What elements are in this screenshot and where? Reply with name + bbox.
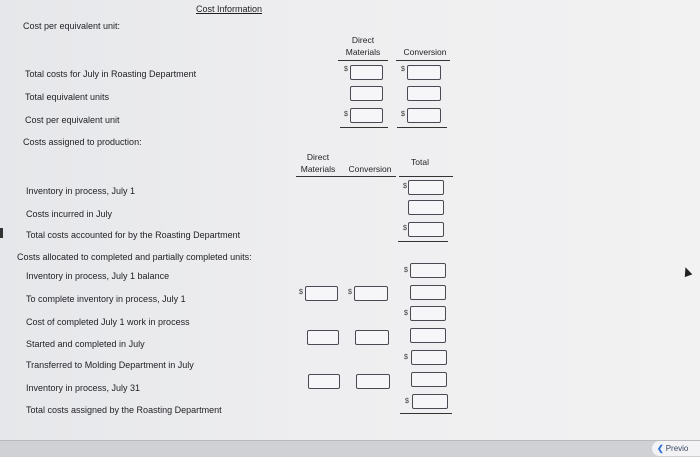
dollar-sign: $: [401, 66, 405, 73]
previous-button[interactable]: [652, 441, 700, 456]
total-cost-completed-input[interactable]: [410, 306, 446, 321]
footer-bar: [0, 440, 700, 457]
header-direct-materials-2: Direct Materials: [300, 152, 336, 174]
header-underline: [296, 176, 396, 177]
conv-inv-july31-input[interactable]: [356, 374, 390, 389]
header-underline: [396, 60, 450, 61]
dollar-sign: $: [403, 183, 407, 190]
dm-inv-july31-input[interactable]: [308, 374, 340, 389]
row-total-assigned: Total costs assigned by the Roasting Department: [26, 405, 222, 415]
dollar-sign: $: [299, 289, 303, 296]
total-accounted-input[interactable]: [408, 222, 444, 237]
double-underline: [400, 413, 452, 414]
row-inventory-july1: Inventory in process, July 1: [26, 186, 136, 196]
row-inv-july31: Inventory in process, July 31: [26, 383, 141, 393]
row-inv-balance: Inventory in process, July 1 balance: [26, 271, 170, 281]
total-assigned-input[interactable]: [412, 394, 448, 409]
row-costs-allocated: Costs allocated to completed and partially completed units:: [17, 252, 252, 262]
header-conversion: Conversion: [403, 47, 447, 57]
header-total: Total: [411, 157, 429, 167]
dm-cost-per-eu-input[interactable]: [350, 108, 383, 123]
double-underline: [398, 241, 448, 242]
row-cost-per-equivalent-unit: Cost per equivalent unit: [25, 115, 120, 125]
header-underline: [399, 176, 453, 177]
row-costs-incurred: Costs incurred in July: [26, 209, 113, 219]
dm-to-complete-input[interactable]: [305, 286, 338, 301]
dollar-sign: $: [344, 111, 348, 118]
dollar-sign: $: [405, 398, 409, 405]
conv-started-completed-input[interactable]: [355, 330, 389, 345]
row-total-equivalent-units: Total equivalent units: [25, 92, 110, 102]
conv-to-complete-input[interactable]: [354, 286, 388, 301]
total-to-complete-input[interactable]: [410, 285, 446, 300]
cost-per-eu-heading: Cost per equivalent unit:: [23, 21, 121, 31]
dollar-sign: $: [404, 267, 408, 274]
dm-total-costs-input[interactable]: [350, 65, 383, 80]
conv-equivalent-units-input[interactable]: [407, 86, 441, 101]
row-total-costs-july: Total costs for July in Roasting Department: [25, 69, 197, 79]
header-conversion-2: Conversion: [348, 164, 392, 174]
total-costs-incurred-input[interactable]: [408, 200, 444, 215]
costs-assigned-heading: Costs assigned to production:: [23, 137, 142, 147]
dm-started-completed-input[interactable]: [307, 330, 339, 345]
dollar-sign: $: [401, 111, 405, 118]
total-transferred-input[interactable]: [411, 350, 447, 365]
left-edge-marker: [0, 228, 3, 238]
row-total-accounted: Total costs accounted for by the Roasting Department: [26, 230, 241, 240]
total-inventory-july1-input[interactable]: [408, 180, 444, 195]
previous-label: Previo: [665, 444, 689, 453]
conv-total-costs-input[interactable]: [407, 65, 441, 80]
row-cost-completed: Cost of completed July 1 work in process: [26, 317, 190, 327]
header-direct-materials: Direct Materials: [345, 35, 381, 57]
page-title: Cost Information: [196, 4, 263, 14]
dollar-sign: $: [403, 225, 407, 232]
double-underline: [397, 127, 447, 128]
dollar-sign: $: [404, 354, 408, 361]
dollar-sign: $: [344, 66, 348, 73]
double-underline: [340, 127, 388, 128]
dollar-sign: $: [348, 289, 352, 296]
row-transferred: Transferred to Molding Department in July: [26, 360, 194, 370]
row-started-completed: Started and completed in July: [26, 339, 145, 349]
chevron-left-icon: ❮: [657, 444, 664, 453]
dollar-sign: $: [404, 310, 408, 317]
total-inv-july31-input[interactable]: [411, 372, 447, 387]
total-started-completed-input[interactable]: [410, 328, 446, 343]
mouse-cursor-icon: [682, 266, 693, 277]
conv-cost-per-eu-input[interactable]: [407, 108, 441, 123]
total-inv-balance-input[interactable]: [410, 263, 446, 278]
header-underline: [338, 60, 388, 61]
row-to-complete: To complete inventory in process, July 1: [26, 294, 186, 304]
dm-equivalent-units-input[interactable]: [350, 86, 383, 101]
